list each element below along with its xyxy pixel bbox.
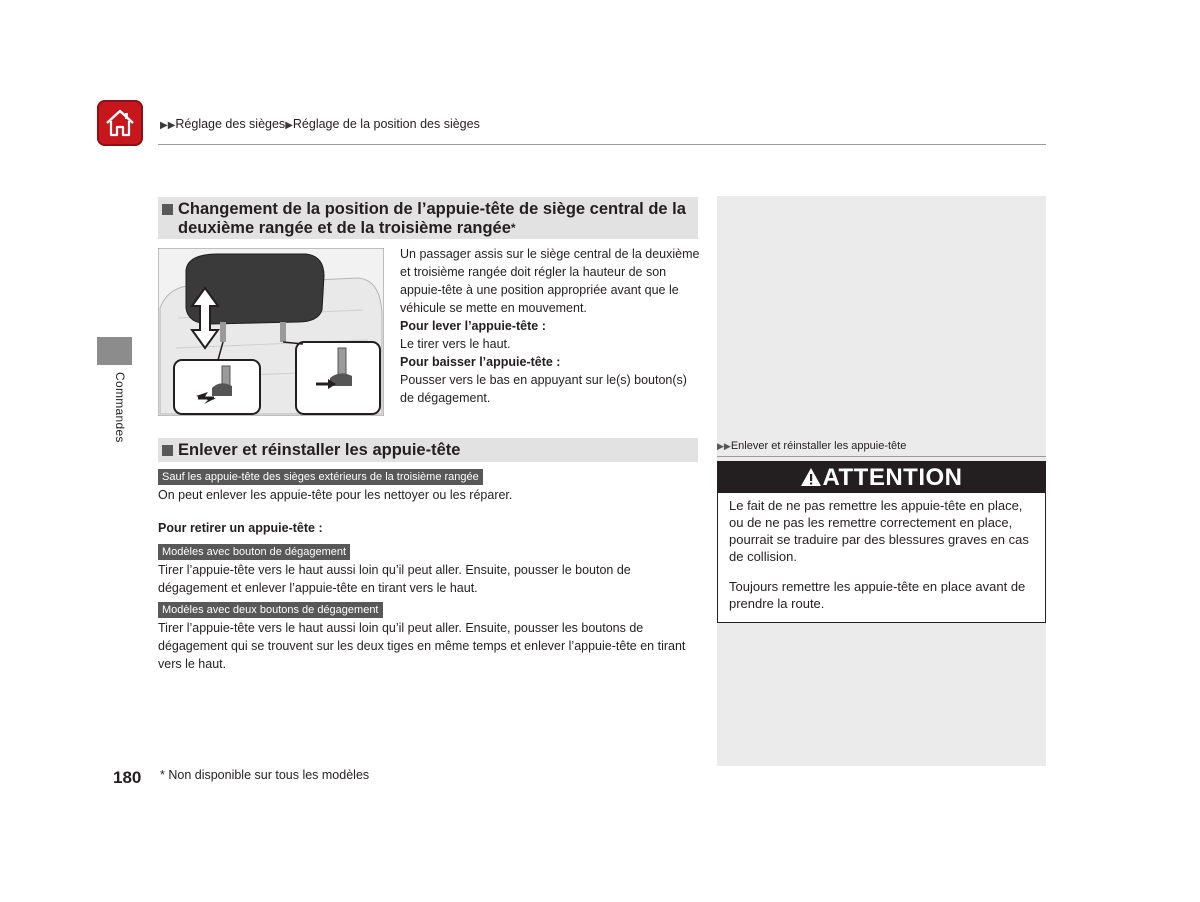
headrest-illustration — [158, 248, 384, 416]
arrow-right-icon: ▶▶ — [160, 120, 176, 131]
footnote-marker: * — [510, 221, 516, 235]
warning-paragraph: Toujours remettre les appuie-tête en place avant de prendre la route. — [729, 579, 1026, 611]
chapter-tab-marker[interactable] — [97, 337, 132, 365]
model-tag-two-buttons: Modèles avec deux boutons de dégagement — [158, 602, 383, 618]
section-heading-remove-reinstall — [158, 438, 698, 462]
section2-intro: On peut enlever les appuie-tête pour les nettoyer ou les réparer. — [158, 488, 513, 502]
section-heading-center-headrest — [158, 197, 698, 239]
warning-title: ATTENTION — [822, 464, 963, 491]
breadcrumb-link-seats[interactable]: Réglage des sièges — [175, 117, 286, 131]
section1-body — [400, 245, 700, 407]
section-title: Changement de la position de l’appuie-tête de siège central de la deuxième rangée et de la troisième rangée — [178, 200, 686, 237]
section-title: Enlever et réinstaller les appuie-tête — [178, 441, 461, 459]
home-button[interactable] — [97, 100, 143, 146]
remove-heading: Pour retirer un appuie-tête : — [158, 521, 323, 535]
chapter-label: Commandes — [113, 372, 127, 443]
lower-instruction: Pousser vers le bas en appuyant sur le(s) bouton(s) de dégagement. — [400, 373, 687, 405]
raise-instruction: Le tirer vers le haut. — [400, 337, 511, 351]
note-divider — [717, 456, 1046, 457]
raise-label: Pour lever l’appuie-tête : — [400, 319, 546, 333]
warning-paragraph: Le fait de ne pas remettre les appuie-tête en place, ou de ne pas les remettre correctement en place, pourrait se traduire par des blessures graves en cas de collision. — [729, 498, 1029, 564]
warning-box — [717, 461, 1046, 623]
reference-arrow-icon: ▶▶ — [717, 441, 731, 451]
home-icon — [103, 106, 137, 140]
two-buttons-instruction: Tirer l’appuie-tête vers le haut aussi loin qu’il peut aller. Ensuite, pousser les boutons de dégagement qui se trouvent sur les deux tiges en même temps et enlever l’appuie-tête en tirant vers le haut. — [158, 621, 686, 671]
arrow-right-icon: ▶ — [285, 120, 293, 131]
warning-body — [729, 497, 1037, 625]
bullet-square-icon — [162, 445, 173, 456]
lower-label: Pour baisser l’appuie-tête : — [400, 355, 561, 369]
one-button-instruction: Tirer l’appuie-tête vers le haut aussi loin qu’il peut aller. Ensuite, pousser le bouton de dégagement et enlever l’appuie-tête en tirant vers le haut. — [158, 563, 631, 595]
footnote: * Non disponible sur tous les modèles — [160, 768, 370, 782]
breadcrumb — [160, 117, 480, 131]
page-number: 180 — [113, 768, 142, 787]
warning-triangle-icon — [800, 467, 822, 487]
model-tag-one-button: Modèles avec bouton de dégagement — [158, 544, 350, 560]
bullet-square-icon — [162, 204, 173, 215]
header-divider — [158, 144, 1046, 145]
note-reference[interactable] — [717, 440, 1046, 453]
applicability-tag: Sauf les appuie-tête des sièges extérieurs de la troisième rangée — [158, 469, 483, 485]
intro-paragraph: Un passager assis sur le siège central de la deuxième et troisième rangée doit régler la hauteur de son appuie-tête à une position appropriée avant que le véhicule se mette en mouvement. — [400, 247, 700, 315]
warning-header — [718, 462, 1045, 493]
breadcrumb-current: Réglage de la position des sièges — [292, 117, 480, 131]
note-ref-label: Enlever et réinstaller les appuie-tête — [730, 440, 907, 452]
